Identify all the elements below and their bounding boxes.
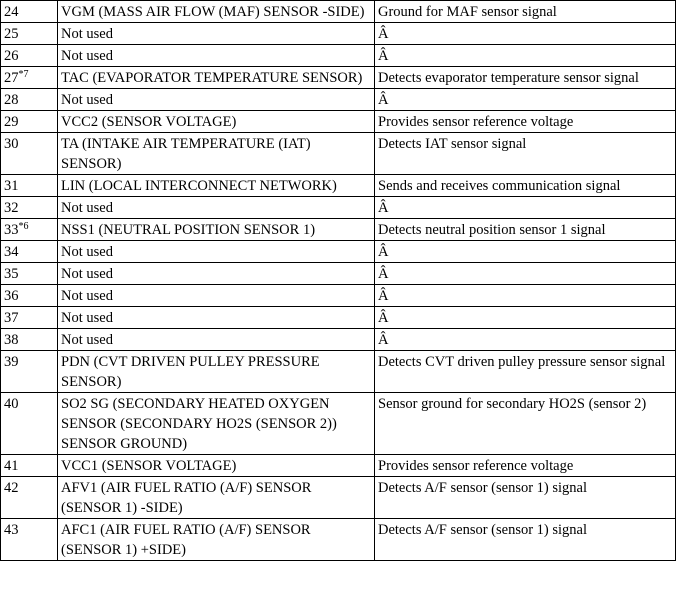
signal-name-cell: VCC2 (SENSOR VOLTAGE) [58, 111, 375, 133]
description-cell: Â [375, 263, 676, 285]
terminal-cell [1, 351, 58, 393]
description-cell: Detects A/F sensor (sensor 1) signal [375, 519, 676, 561]
table-row [1, 393, 676, 455]
table-row [1, 263, 676, 285]
description-cell: Detects CVT driven pulley pressure sensor signal [375, 351, 676, 393]
description-cell: Detects neutral position sensor 1 signal [375, 219, 676, 241]
terminal-cell [1, 197, 58, 219]
terminal-cell [1, 455, 58, 477]
table-row [1, 477, 676, 519]
signal-name-cell: Not used [58, 241, 375, 263]
terminal-cell [1, 263, 58, 285]
description-cell: Â [375, 197, 676, 219]
terminal-number: 36 [4, 288, 19, 304]
description-cell: Â [375, 285, 676, 307]
table-row [1, 329, 676, 351]
signal-name-cell: SO2 SG (SECONDARY HEATED OXYGEN SENSOR (SECONDARY HO2S (SENSOR 2)) SENSOR GROUND) [58, 393, 375, 455]
terminal-cell [1, 23, 58, 45]
terminal-cell [1, 1, 58, 23]
terminal-cell [1, 45, 58, 67]
terminal-number: 35 [4, 266, 19, 282]
description-cell: Ground for MAF sensor signal [375, 1, 676, 23]
description-cell: Â [375, 45, 676, 67]
signal-name-cell: TAC (EVAPORATOR TEMPERATURE SENSOR) [58, 67, 375, 89]
table-row [1, 219, 676, 241]
description-cell: Detects A/F sensor (sensor 1) signal [375, 477, 676, 519]
signal-name-cell: VCC1 (SENSOR VOLTAGE) [58, 455, 375, 477]
signal-name-cell: Not used [58, 23, 375, 45]
table-row [1, 519, 676, 561]
terminal-cell [1, 307, 58, 329]
terminal-number: 30 [4, 136, 19, 152]
signal-name-cell: Not used [58, 263, 375, 285]
signal-name-cell: NSS1 (NEUTRAL POSITION SENSOR 1) [58, 219, 375, 241]
terminal-cell [1, 477, 58, 519]
signal-name-cell: VGM (MASS AIR FLOW (MAF) SENSOR -SIDE) [58, 1, 375, 23]
signal-name-cell: Not used [58, 197, 375, 219]
terminal-cell [1, 241, 58, 263]
terminal-number: 25 [4, 26, 19, 42]
terminal-number: 34 [4, 244, 19, 260]
terminal-number: 24 [4, 4, 19, 20]
table-row [1, 89, 676, 111]
signal-name-cell: PDN (CVT DRIVEN PULLEY PRESSURE SENSOR) [58, 351, 375, 393]
terminal-number: 38 [4, 332, 19, 348]
terminal-number: 26 [4, 48, 19, 64]
signal-name-cell: Not used [58, 285, 375, 307]
terminal-cell [1, 519, 58, 561]
terminal-number: 40 [4, 396, 19, 412]
table-row [1, 133, 676, 175]
description-cell: Sensor ground for secondary HO2S (sensor 2) [375, 393, 676, 455]
signal-name-cell: AFC1 (AIR FUEL RATIO (A/F) SENSOR (SENSOR 1) +SIDE) [58, 519, 375, 561]
terminal-cell [1, 67, 58, 89]
terminal-number: 29 [4, 114, 19, 130]
terminal-cell [1, 175, 58, 197]
table-row [1, 307, 676, 329]
description-cell: Â [375, 329, 676, 351]
description-cell: Detects evaporator temperature sensor signal [375, 67, 676, 89]
signal-name-cell: Not used [58, 89, 375, 111]
terminal-number: 27 [4, 70, 19, 86]
signal-name-cell: Not used [58, 45, 375, 67]
terminal-cell [1, 285, 58, 307]
terminal-number: 32 [4, 200, 19, 216]
terminal-number: 37 [4, 310, 19, 326]
table-row [1, 1, 676, 23]
terminal-number: 31 [4, 178, 19, 194]
description-cell: Â [375, 23, 676, 45]
terminal-number: 28 [4, 92, 19, 108]
signal-name-cell: LIN (LOCAL INTERCONNECT NETWORK) [58, 175, 375, 197]
table-row [1, 175, 676, 197]
terminal-cell [1, 329, 58, 351]
terminal-number: 41 [4, 458, 19, 474]
table-body [1, 1, 676, 561]
description-cell: Sends and receives communication signal [375, 175, 676, 197]
terminal-cell [1, 219, 58, 241]
terminal-cell [1, 133, 58, 175]
table-row [1, 23, 676, 45]
description-cell: Â [375, 241, 676, 263]
table-row [1, 67, 676, 89]
description-cell: Provides sensor reference voltage [375, 111, 676, 133]
description-cell: Â [375, 89, 676, 111]
table-row [1, 197, 676, 219]
terminal-footnote: *7 [18, 69, 29, 80]
description-cell: Â [375, 307, 676, 329]
signal-name-cell: AFV1 (AIR FUEL RATIO (A/F) SENSOR (SENSOR 1) -SIDE) [58, 477, 375, 519]
terminal-footnote: *6 [18, 221, 29, 232]
terminal-number: 42 [4, 480, 19, 496]
signal-name-cell: Not used [58, 329, 375, 351]
terminal-number: 43 [4, 522, 19, 538]
table-row [1, 455, 676, 477]
table-row [1, 45, 676, 67]
terminal-number: 33 [4, 222, 19, 238]
table-row [1, 351, 676, 393]
description-cell: Detects IAT sensor signal [375, 133, 676, 175]
description-cell: Provides sensor reference voltage [375, 455, 676, 477]
signal-name-cell: TA (INTAKE AIR TEMPERATURE (IAT) SENSOR) [58, 133, 375, 175]
table-row [1, 111, 676, 133]
terminal-cell [1, 89, 58, 111]
terminal-number: 39 [4, 354, 19, 370]
signal-name-cell: Not used [58, 307, 375, 329]
terminal-cell [1, 111, 58, 133]
table-row [1, 241, 676, 263]
table-row [1, 285, 676, 307]
terminal-cell [1, 393, 58, 455]
